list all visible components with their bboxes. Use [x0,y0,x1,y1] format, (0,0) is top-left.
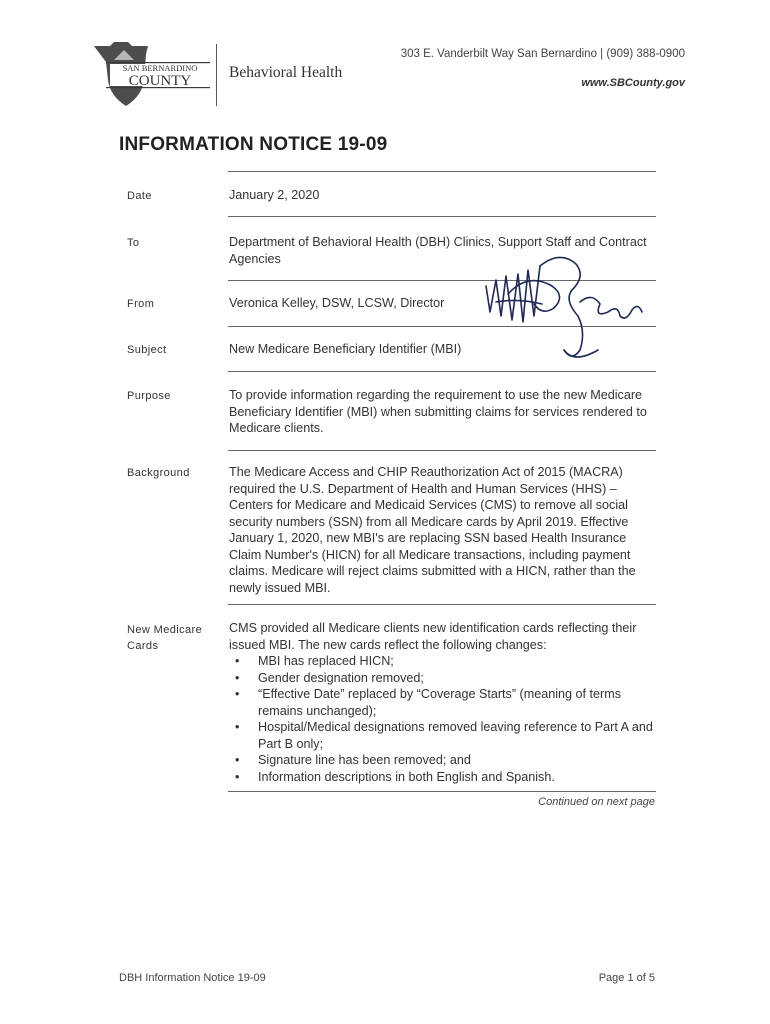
divider [228,216,656,217]
header-address: 303 E. Vanderbilt Way San Bernardino | (909) 388-0900 [400,48,685,60]
date-value: January 2, 2020 [229,188,320,202]
to-value: Department of Behavioral Health (DBH) Clinics, Support Staff and Contract Agencies [229,235,647,266]
footer-page-number: Page 1 of 5 [598,972,655,984]
subject-value: New Medicare Beneficiary Identifier (MBI) [229,342,462,356]
divider [228,326,656,327]
department-name: Behavioral Health [229,64,343,81]
list-item: • “Effective Date” replaced by “Coverage Starts” (meaning of terms remains unchanged); [229,686,654,719]
logo-line2: COUNTY [128,73,192,89]
from-label: From [127,298,155,310]
background-value: The Medicare Access and CHIP Reauthorization Act of 2015 (MACRA) required the U.S. Department of Health and Human Services (HHS) – Centers for Medicare and Medicaid Services (CMS) to remove all social security numbers (SSN) from all Medicare cards by April 2019. Effective January 1, 2020, new MBI's are replacing SSN based Health Insurance Claim Number's (HICN) for all Medicare transactions, including payment claims. Medicare will reject claims submitted with a HICN, rather than the newly issued MBI. [229,465,636,595]
cards-change-list [229,653,654,785]
from-value: Veronica Kelley, DSW, LCSW, Director [229,296,445,310]
new-medicare-cards-content [229,620,654,785]
subject-label: Subject [127,344,167,356]
header-website-link[interactable]: www.SBCounty.gov [581,77,685,89]
label-line: New Medicare [127,624,203,636]
purpose-label: Purpose [127,390,171,402]
divider [228,280,656,281]
divider [228,604,656,605]
date-label: Date [127,190,152,202]
list-item: • Gender designation removed; [229,670,654,687]
list-item: • Signature line has been removed; and [229,752,654,769]
logo-line1: SAN BERNARDINO [122,63,198,73]
divider [228,171,656,172]
divider [228,371,656,372]
to-label: To [127,237,140,249]
divider [228,450,656,451]
continued-note: Continued on next page [538,796,655,808]
background-label: Background [127,467,190,479]
label-line: Cards [127,640,159,652]
header-divider [216,44,217,106]
divider [228,791,656,792]
list-item: • Hospital/Medical designations removed leaving reference to Part A and Part B only; [229,719,654,752]
purpose-value: To provide information regarding the requirement to use the new Medicare Beneficiary Identifier (MBI) when submitting claims for services rendered to Medicare clients. [229,388,647,435]
list-item: • Information descriptions in both English and Spanish. [229,769,654,786]
new-medicare-cards-label [127,622,202,654]
footer-notice-id: DBH Information Notice 19-09 [119,972,266,984]
list-item: • MBI has replaced HICN; [229,653,654,670]
notice-title: INFORMATION NOTICE 19-09 [119,134,388,155]
county-shield-logo [84,40,210,110]
cards-intro: CMS provided all Medicare clients new identification cards reflecting their issued MBI. The new cards reflect the following changes: [229,621,637,652]
